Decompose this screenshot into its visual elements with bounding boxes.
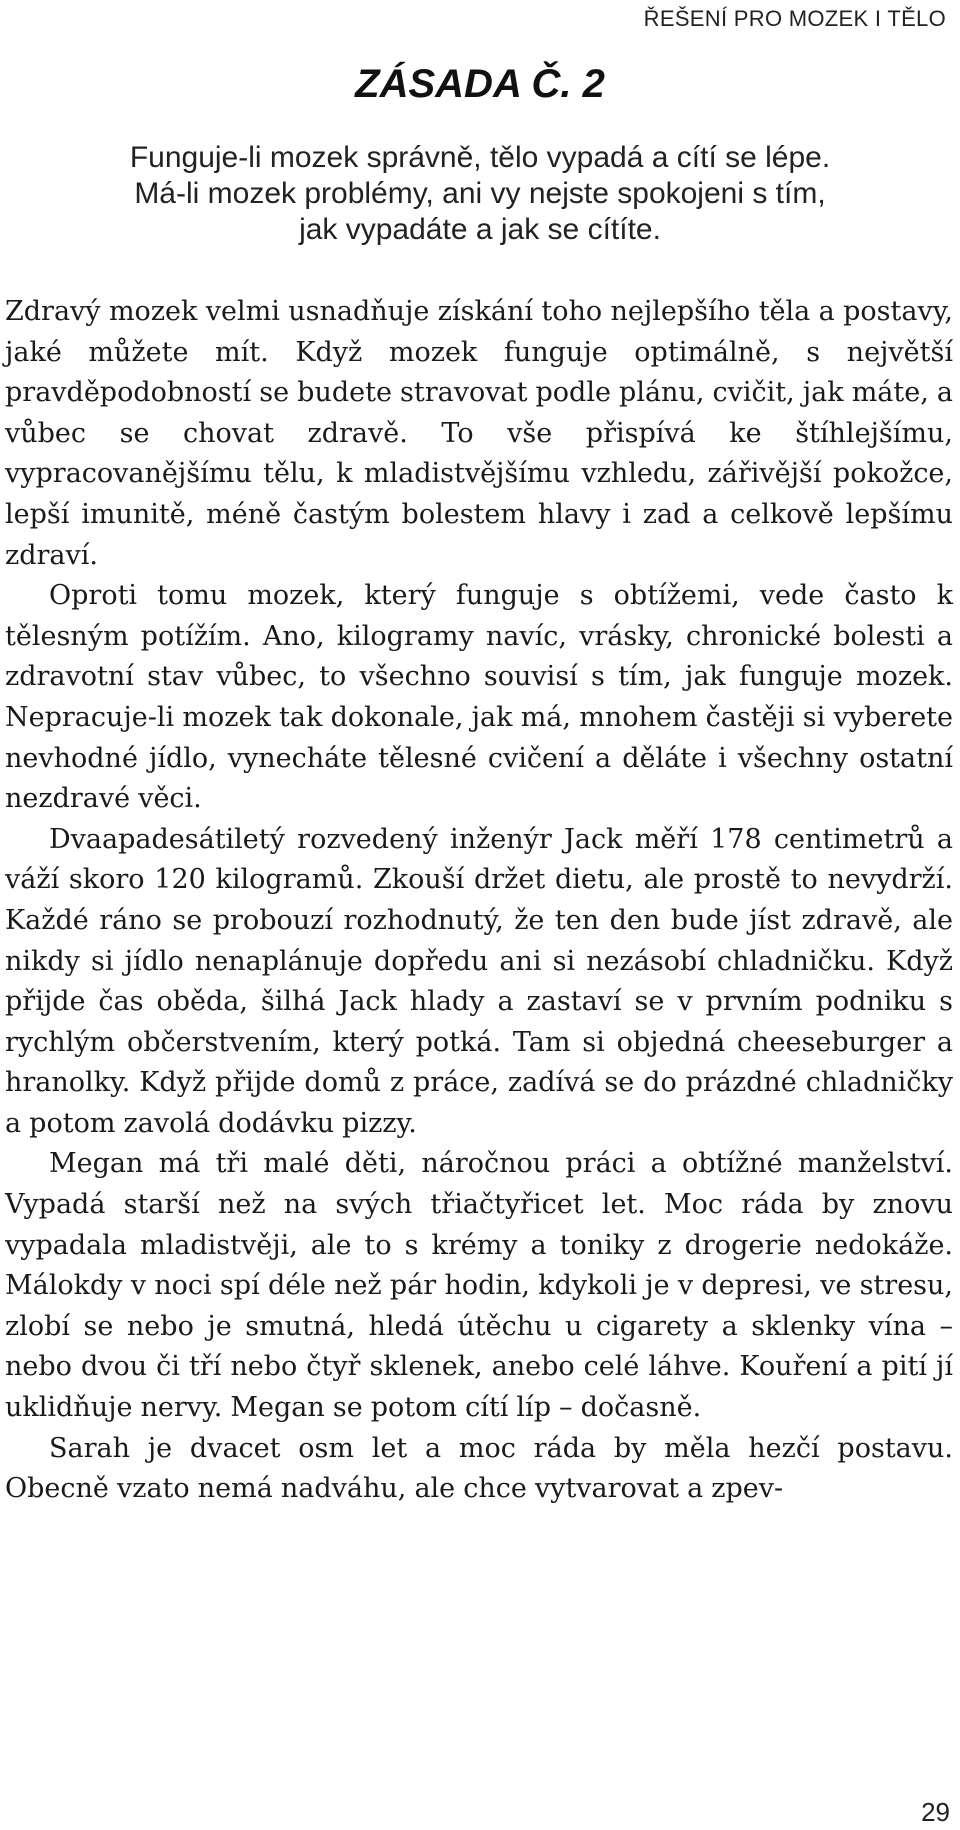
paragraph: Dvaapadesátiletý rozvedený inženýr Jack měří 178 centimetrů a váží skoro 120 kilogramů. Zkouší držet dietu, ale prostě to nevydrží. Každé ráno se probouzí rozhodnutý, že ten den bude jíst zdravě, ale nikdy si jídlo nenaplánuje dopředu ani si nezásobí chladničku. Když přijde čas oběda, šilhá Jack hlady a zastaví se v prvním podniku s rychlým občerstvením, který potká. Tam si objedná cheeseburger a hranolky. Když přijde domů z práce, zadívá se do prázdné chladničky a potom zavolá dodávku pizzy. xyxy=(5,823,953,1139)
running-head: ŘEŠENÍ PRO MOZEK I TĚLO xyxy=(643,6,946,31)
principle-title: ZÁSADA Č. 2 xyxy=(355,62,605,106)
principle-statement-line: Funguje-li mozek správně, tělo vypadá a cítí se lépe. xyxy=(129,141,831,174)
principle-statement xyxy=(40,140,920,248)
paragraph: Sarah je dvacet osm let a moc ráda by měla hezčí postavu. Obecně vzato nemá nadváhu, ale chce vytvarovat a zpev- xyxy=(5,1432,953,1505)
page-number: 29 xyxy=(921,1797,950,1827)
principle-statement-line: Má-li mozek problémy, ani vy nejste spokojeni s tím, xyxy=(134,177,826,210)
paragraph: Oproti tomu mozek, který funguje s obtížemi, vede často k tělesným potížím. Ano, kilogramy navíc, vrásky, chronické bolesti a zdravotní stav vůbec, to všechno souvisí s tím, jak funguje mozek. Nepracuje-li mozek tak dokonale, jak má, mnohem častěji si vyberete nevhodné jídlo, vynecháte tělesné cvičení a děláte i všechny ostatní nezdravé věci. xyxy=(5,580,953,815)
paragraph: Zdravý mozek velmi usnadňuje získání toho nejlepšího těla a postavy, jaké můžete mít. Když mozek funguje optimálně, s největší pravděpodobností se budete stravovat podle plánu, cvičit, jak máte, a vůbec se chovat zdravě. To vše přispívá ke štíhlejšímu, vypracovanějšímu tělu, k mladistvějšímu vzhledu, zářivější pokožce, lepší imunitě, méně častým bolestem hlavy i zad a celkově lepšímu zdraví. xyxy=(5,296,953,571)
principle-statement-line: jak vypadáte a jak se cítíte. xyxy=(299,213,661,246)
paragraph: Megan má tři malé děti, náročnou práci a obtížné manželství. Vypadá starší než na svých třiačtyřicet let. Moc ráda by znovu vypadala mladistvěji, ale to s krémy a toniky z drogerie nedokáže. Málokdy v noci spí déle než pár hodin, kdykoli je v depresi, ve stresu, zlobí se nebo je smutná, hledá útěchu u cigarety a sklenky vína – nebo dvou či tří nebo čtyř sklenek, anebo celé láhve. Kouření a pití jí uklidňuje nervy. Megan se potom cítí líp – dočasně. xyxy=(5,1148,953,1424)
body-text xyxy=(5,292,953,1510)
